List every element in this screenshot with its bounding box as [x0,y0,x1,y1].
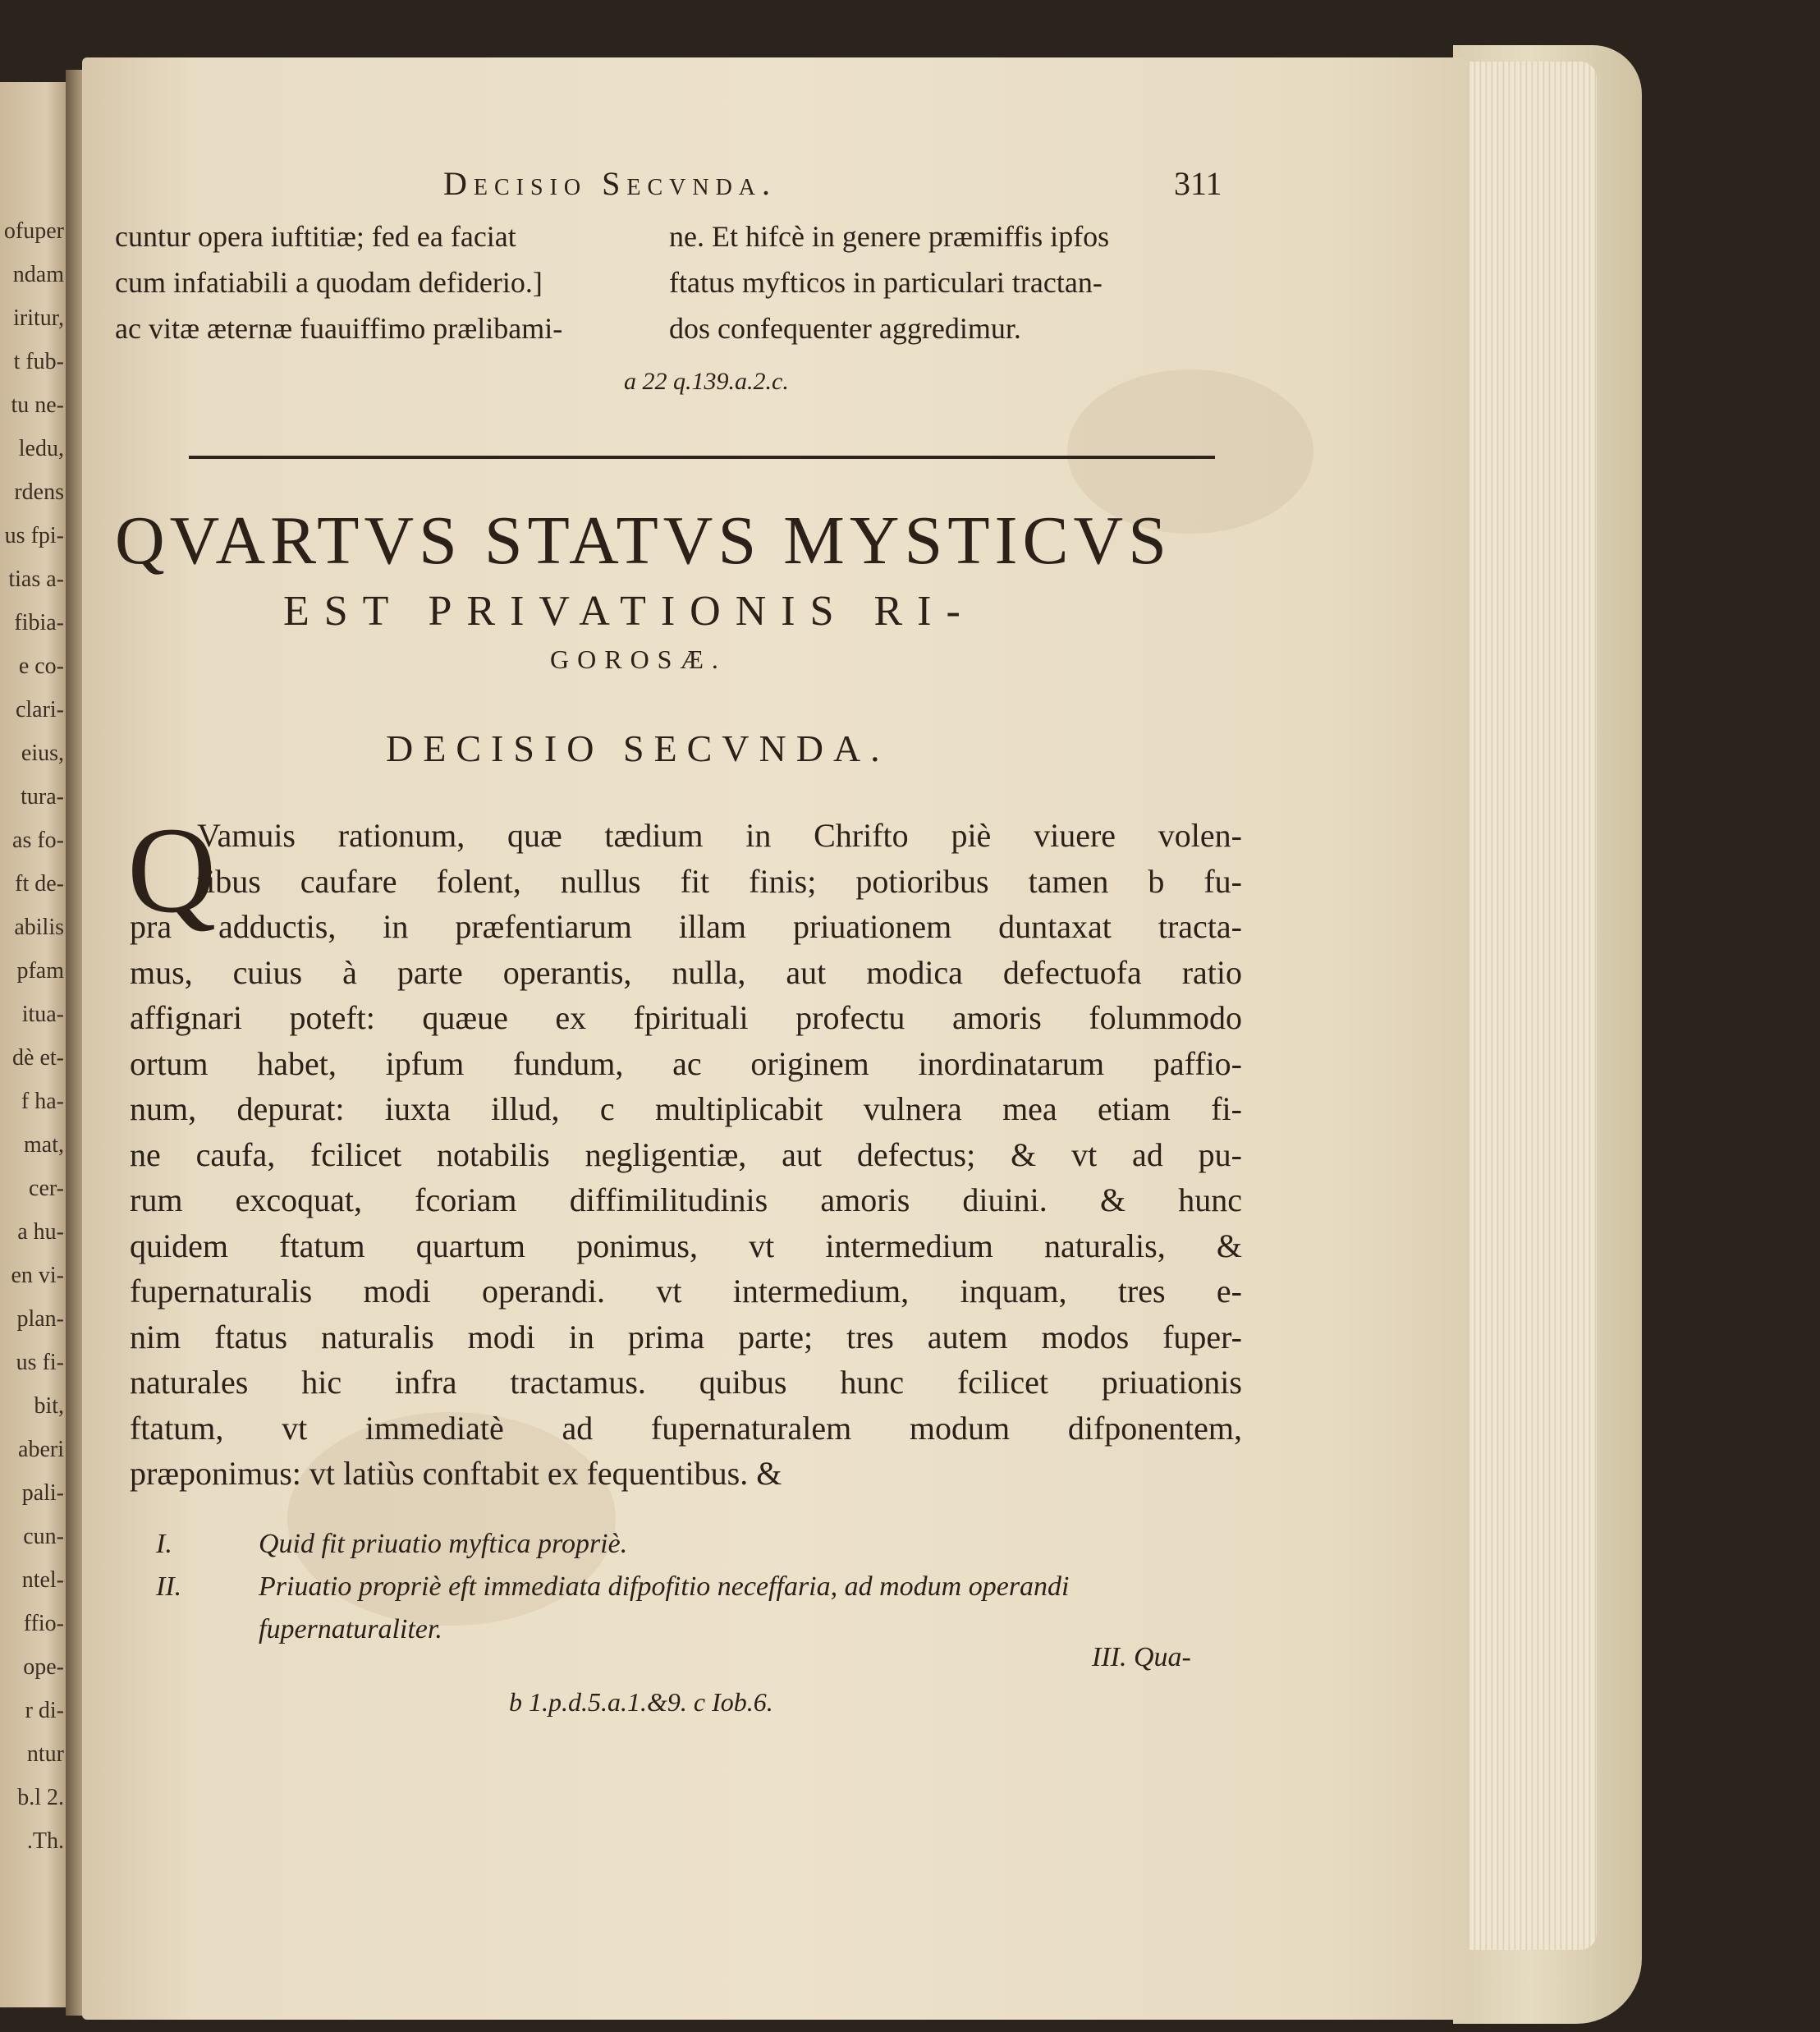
body-line: mus, cuius à parte operantis, nulla, aut modica defectuofa ratio [130,953,1242,991]
summary-number: II. [156,1571,182,1602]
margin-fragment: tu ne- [11,392,64,418]
body-line: num, depurat: iuxta illud, c multiplicabit vulnera mea etiam fi- [130,1090,1242,1127]
drop-cap: Q [127,802,217,938]
margin-fragment: a hu- [17,1219,64,1245]
margin-fragment: .Th. [26,1828,64,1854]
body-line: Vamuis rationum, quæ tædium in Chrifto piè viuere volen- [197,817,1242,854]
margin-fragment: as fo- [12,828,64,853]
body-line: ftatum, vt immediatè ad fupernaturalem modum difponentem, [130,1409,1242,1447]
body-line: pra adductis, in præfentiarum illam priuationem duntaxat tracta- [130,908,1242,945]
margin-fragment: pfam [16,958,64,984]
margin-fragment: eius, [21,741,64,766]
summary-item [156,1608,1248,1651]
margin-fragment: ntur [26,1741,64,1767]
footnote-top: a 22 q.139.a.2.c. [624,368,789,395]
margin-fragment: bit, [34,1393,64,1419]
top-column-left [115,213,624,351]
margin-fragment: ffio- [23,1611,64,1636]
text-line: cuntur opera iuftitiæ; fed ea faciat [115,220,516,253]
body-text [130,813,1242,1497]
margin-fragment: fibia- [14,610,64,635]
margin-fragment: t fub- [13,349,64,374]
margin-fragment: itua- [21,1002,64,1027]
margin-fragment: rdens [14,479,64,505]
left-page-margin-text [2,209,64,1863]
summary-text: Quid fit priuatio myftica propriè. [259,1529,628,1559]
text-line: cum infatiabili a quodam defiderio.] [115,266,543,299]
body-line: tibus caufare folent, nullus fit finis; potioribus tamen b fu- [197,862,1242,900]
margin-fragment: e co- [18,654,64,679]
body-line: rum excoquat, fcoriam diffimilitudinis amoris diuini. & hunc [130,1181,1242,1218]
margin-fragment: us fpi- [4,523,64,548]
chapter-title-line-1: QVARTVS STATVS MYSTICVS [115,502,1171,579]
margin-fragment: b.l 2. [17,1785,64,1810]
body-line: naturales hic infra tractamus. quibus hunc fcilicet priuationis [130,1364,1242,1401]
running-head: Decisio Secvnda. [443,165,777,202]
margin-fragment: ntel- [21,1567,64,1593]
section-heading: DECISIO SECVNDA. [386,727,890,769]
margin-fragment: ofuper [3,218,64,244]
top-column-right [669,213,1227,351]
body-line: ortum habet, ipfum fundum, ac originem inordinatarum paffio- [130,1044,1242,1082]
summary-number: I. [156,1529,172,1559]
body-line: affignari poteft: quæue ex fpirituali profectu amoris folummodo [130,999,1242,1036]
page-edges [1453,62,1597,1950]
margin-fragment: en vi- [11,1263,64,1288]
margin-fragment: r di- [25,1698,64,1723]
text-line: ne. Et hifcè in genere præmiffis ipfos [669,220,1110,253]
summary-text: fupernaturaliter. [259,1614,442,1644]
footnote-bottom: b 1.p.d.5.a.1.&9. c Iob.6. [509,1687,773,1717]
margin-fragment: ft de- [15,871,64,897]
margin-fragment: f ha- [21,1089,64,1114]
summary-text: Priuatio propriè eft immediata difpofitio neceffaria, ad modum operandi [259,1571,1070,1602]
margin-fragment: clari- [15,697,64,722]
margin-fragment: aberi [18,1437,64,1462]
summary-list [156,1523,1248,1651]
chapter-title-line-3: GOROSÆ. [550,644,727,674]
margin-fragment: pali- [21,1480,64,1506]
margin-fragment: ledu, [18,436,64,461]
text-line: ftatus myfticos in particulari tractan- [669,266,1103,299]
page-number: 311 [1174,165,1222,202]
body-line: ne caufa, fcilicet notabilis negligentiæ, aut defectus; & vt ad pu- [130,1135,1242,1173]
margin-fragment: cer- [29,1176,64,1201]
margin-fragment: us fi- [16,1350,64,1375]
margin-fragment: ndam [12,262,64,287]
body-line: præponimus: vt latiùs conftabit ex fequentibus. & [130,1455,782,1492]
chapter-title-line-2: EST PRIVATIONIS RI- [283,588,975,635]
margin-fragment: cun- [23,1524,64,1549]
text-line: dos confequenter aggredimur. [669,312,1021,345]
margin-fragment: mat, [24,1132,64,1158]
body-line: nim ftatus naturalis modi in prima parte; tres autem modos fuper- [130,1318,1242,1355]
margin-fragment: iritur, [13,305,64,331]
margin-fragment: abilis [14,915,64,940]
margin-fragment: tias a- [8,566,64,592]
summary-item [156,1523,1248,1566]
margin-fragment: ope- [23,1654,64,1680]
catchword: III. Qua- [1092,1642,1191,1672]
text-line: ac vitæ æternæ fuauiffimo prælibami- [115,312,563,345]
body-line: quidem ftatum quartum ponimus, vt intermedium naturalis, & [130,1227,1242,1264]
margin-fragment: tura- [21,784,64,810]
summary-item [156,1566,1248,1608]
margin-fragment: dè et- [12,1045,64,1071]
horizontal-rule [189,456,1215,459]
body-line: fupernaturalis modi operandi. vt intermedium, inquam, tres e- [130,1273,1242,1310]
margin-fragment: plan- [16,1306,64,1332]
